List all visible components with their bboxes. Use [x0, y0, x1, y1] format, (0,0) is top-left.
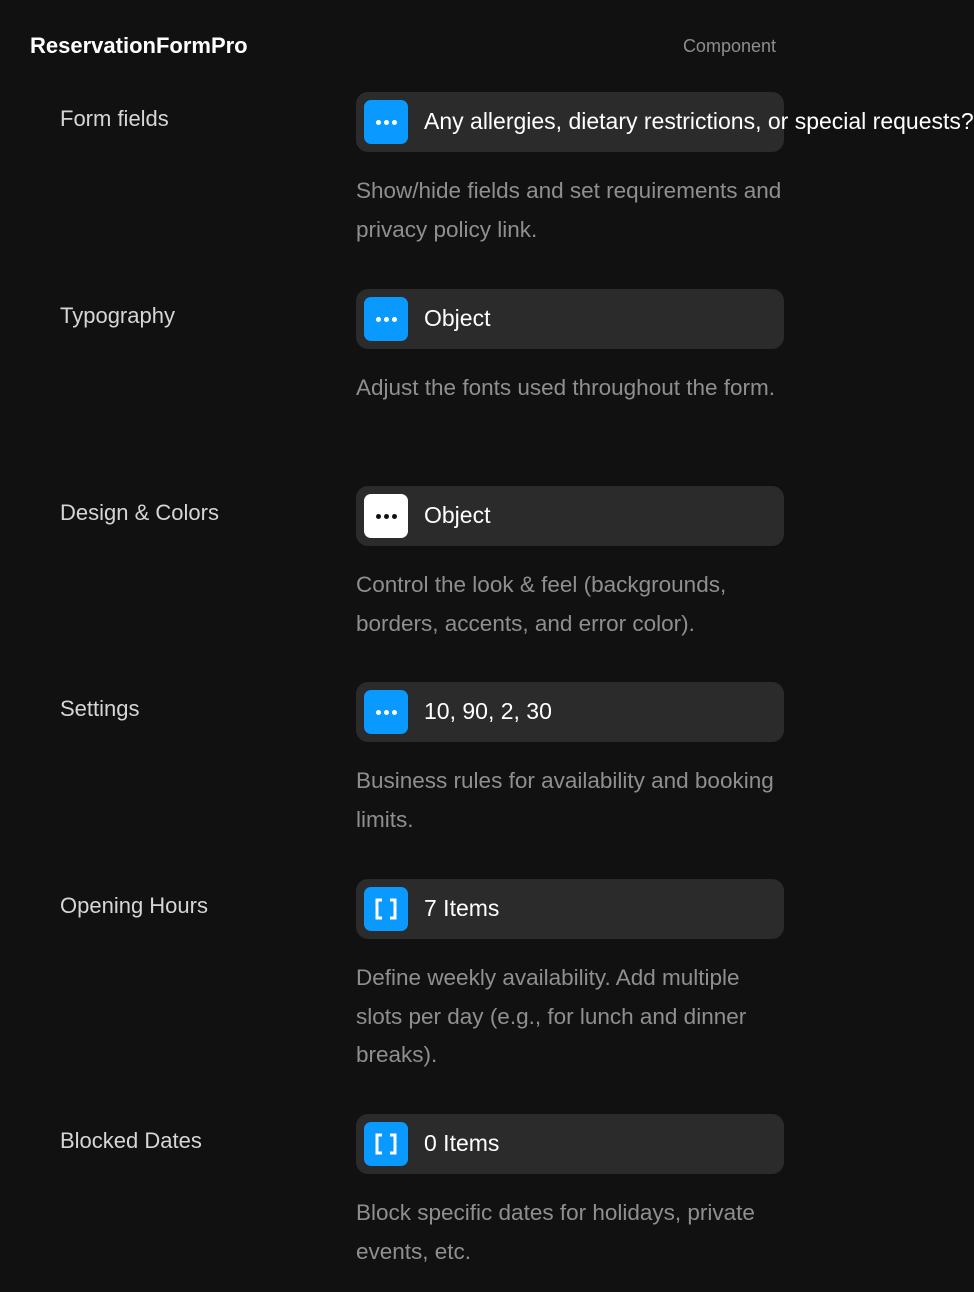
design-colors-control[interactable] [356, 486, 784, 546]
property-label: Form fields [60, 106, 169, 131]
panel-header [30, 30, 776, 64]
property-value: 0 Items [424, 1130, 500, 1156]
property-description: Control the look & feel (backgrounds, borders, accents, and error color). [356, 572, 727, 636]
property-label: Blocked Dates [60, 1128, 202, 1153]
array-brackets-icon [364, 1122, 408, 1166]
property-value: Object [424, 502, 491, 528]
property-label: Opening Hours [60, 893, 208, 918]
property-value: Object [424, 305, 491, 331]
component-kind-label: Component [682, 36, 776, 56]
property-label: Design & Colors [60, 500, 219, 525]
property-description: Adjust the fonts used throughout the form. [356, 375, 776, 400]
array-brackets-icon [364, 887, 408, 931]
property-description: Show/hide fields and set requirements and privacy policy link. [356, 178, 782, 242]
object-dots-icon [364, 100, 408, 144]
property-value: 7 Items [424, 895, 500, 921]
settings-control[interactable] [356, 682, 784, 742]
component-name: ReservationFormPro [30, 33, 248, 58]
form-fields-control[interactable] [356, 92, 974, 152]
property-value: 10, 90, 2, 30 [424, 698, 552, 724]
property-description: Block specific dates for holidays, private events, etc. [356, 1200, 755, 1264]
property-description: Business rules for availability and booking limits. [356, 768, 774, 832]
property-description: Define weekly availability. Add multiple slots per day (e.g., for lunch and dinner breaks). [356, 965, 747, 1067]
opening-hours-control[interactable] [356, 879, 784, 939]
typography-control[interactable] [356, 289, 784, 349]
object-dots-icon [364, 494, 408, 538]
blocked-dates-control[interactable] [356, 1114, 784, 1174]
object-dots-icon [364, 690, 408, 734]
property-label: Typography [60, 303, 175, 328]
property-value: Any allergies, dietary restrictions, or special requests? [424, 108, 974, 134]
property-label: Settings [60, 696, 140, 721]
object-dots-icon [364, 297, 408, 341]
